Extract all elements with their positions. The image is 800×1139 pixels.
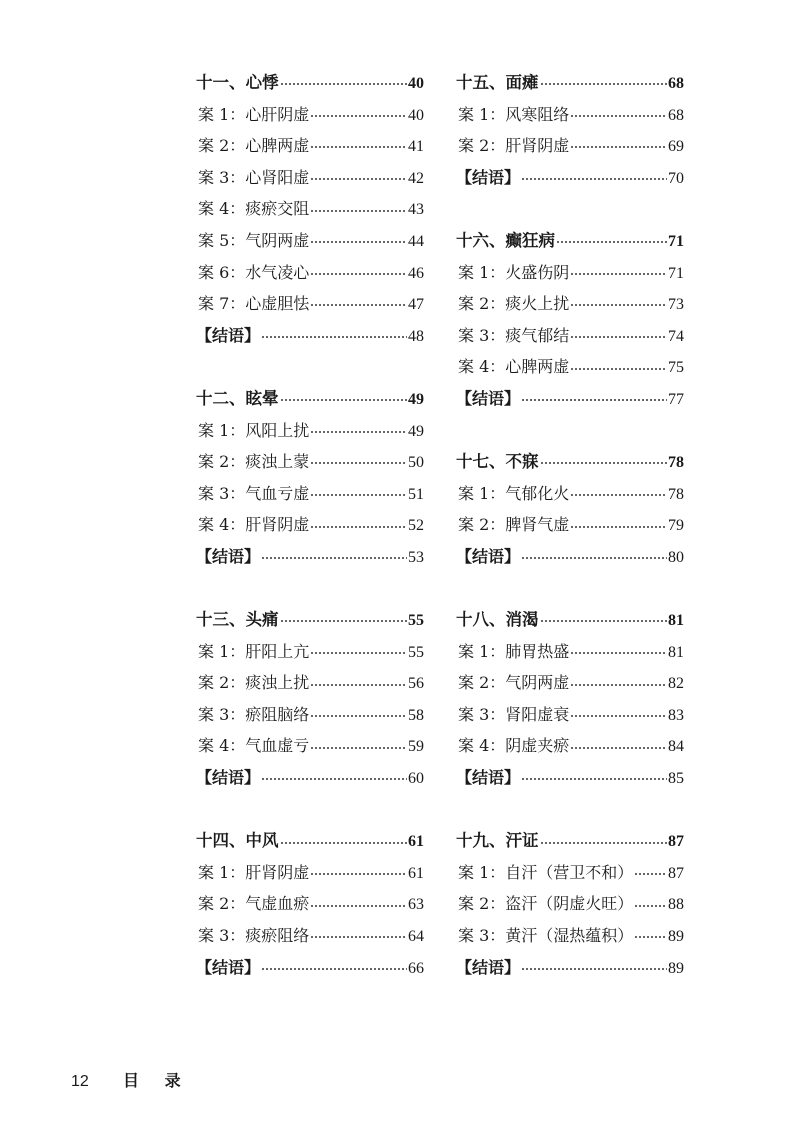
toc-entry-label: 案 4：心脾两虚	[458, 357, 570, 377]
dot-leader	[261, 336, 407, 338]
toc-chapter-entry	[456, 446, 684, 478]
toc-spacer	[456, 193, 684, 225]
toc-entry-label: 案 3：气血亏虚	[198, 483, 310, 503]
dot-leader	[570, 273, 667, 275]
toc-entry-page: 49	[408, 390, 424, 408]
toc-entry-label: 案 1：气郁化火	[458, 483, 570, 503]
toc-case-entry	[196, 193, 424, 225]
toc-entry-page: 51	[408, 485, 424, 503]
toc-entry-page: 50	[408, 454, 424, 472]
toc-summary-entry	[456, 541, 684, 573]
toc-entry-page: 74	[668, 327, 684, 345]
toc-case-entry	[196, 730, 424, 762]
toc-entry-page: 59	[408, 738, 424, 756]
toc-entry-page: 41	[408, 138, 424, 156]
toc-chapter-entry	[196, 604, 424, 636]
toc-entry-label: 案 1：肝肾阴虚	[198, 862, 310, 882]
dot-leader	[310, 715, 407, 717]
toc-entry-label: 案 1：风阳上扰	[198, 420, 310, 440]
toc-entry-label: 【结语】	[456, 388, 521, 408]
toc-case-entry	[456, 857, 684, 889]
toc-entry-page: 66	[408, 959, 424, 977]
toc-summary-entry	[196, 541, 424, 573]
toc-entry-label: 案 3：痰瘀阻络	[198, 926, 310, 946]
dot-leader	[556, 241, 667, 243]
toc-chapter-entry	[196, 383, 424, 415]
toc-entry-page: 71	[668, 264, 684, 282]
toc-case-entry	[196, 509, 424, 541]
dot-leader	[310, 462, 407, 464]
toc-entry-page: 69	[668, 138, 684, 156]
toc-entry-label: 十六、癫狂病	[456, 230, 555, 250]
toc-case-entry	[196, 225, 424, 257]
toc-case-entry	[456, 730, 684, 762]
toc-case-entry	[196, 478, 424, 510]
toc-entry-page: 47	[408, 296, 424, 314]
toc-entry-page: 58	[408, 706, 424, 724]
toc-entry-label: 案 1：心肝阴虚	[198, 104, 310, 124]
toc-entry-page: 61	[408, 864, 424, 882]
toc-entry-label: 案 1：肺胃热盛	[458, 641, 570, 661]
toc-entry-label: 十九、汗证	[456, 831, 539, 851]
dot-leader	[310, 526, 407, 528]
toc-entry-page: 55	[408, 612, 424, 630]
toc-chapter-entry	[456, 67, 684, 99]
dot-leader	[280, 842, 408, 844]
toc-entry-label: 案 1：肝阳上亢	[198, 641, 310, 661]
dot-leader	[570, 747, 667, 749]
dot-leader	[310, 241, 407, 243]
toc-entry-label: 案 1：风寒阻络	[458, 104, 570, 124]
dot-leader	[540, 83, 668, 85]
toc-entry-label: 【结语】	[456, 957, 521, 977]
toc-entry-page: 61	[408, 833, 424, 851]
toc-case-entry	[456, 351, 684, 383]
dot-leader	[634, 936, 667, 938]
toc-spacer	[196, 794, 424, 826]
toc-case-entry	[456, 920, 684, 952]
toc-case-entry	[456, 320, 684, 352]
dot-leader	[570, 146, 667, 148]
toc-case-entry	[456, 667, 684, 699]
toc-right-column	[456, 67, 684, 983]
toc-entry-page: 89	[668, 928, 684, 946]
dot-leader	[310, 747, 407, 749]
toc-entry-label: 【结语】	[196, 325, 261, 345]
toc-entry-page: 83	[668, 706, 684, 724]
toc-case-entry	[196, 857, 424, 889]
toc-entry-label: 十一、心悸	[196, 73, 279, 92]
dot-leader	[310, 304, 407, 306]
dot-leader	[570, 715, 667, 717]
dot-leader	[310, 652, 407, 654]
toc-entry-label: 案 4：痰瘀交阻	[198, 199, 310, 219]
toc-entry-page: 81	[668, 612, 684, 630]
dot-leader	[310, 146, 407, 148]
toc-entry-page: 75	[668, 359, 684, 377]
dot-leader	[310, 178, 407, 180]
toc-entry-label: 【结语】	[456, 546, 521, 566]
toc-case-entry	[196, 446, 424, 478]
toc-chapter-entry	[456, 225, 684, 257]
page-number: 12	[71, 1073, 89, 1090]
toc-entry-page: 52	[408, 517, 424, 535]
toc-case-entry	[196, 667, 424, 699]
page-footer	[71, 1068, 191, 1091]
toc-entry-page: 44	[408, 232, 424, 250]
toc-case-entry	[196, 888, 424, 920]
dot-leader	[310, 873, 407, 875]
toc-entry-page: 42	[408, 169, 424, 187]
toc-entry-label: 案 4：气血虚亏	[198, 736, 310, 756]
toc-entry-page: 46	[408, 264, 424, 282]
toc-entry-label: 案 2：气虚血瘀	[198, 894, 310, 914]
toc-entry-label: 【结语】	[196, 768, 261, 788]
toc-entry-label: 案 3：痰气郁结	[458, 325, 570, 345]
toc-entry-page: 73	[668, 296, 684, 314]
dot-leader	[280, 83, 408, 85]
toc-entry-label: 案 2：脾肾气虚	[458, 515, 570, 535]
toc-entry-label: 案 3：肾阳虚衰	[458, 704, 570, 724]
toc-entry-page: 40	[408, 75, 424, 92]
toc-entry-label: 【结语】	[456, 768, 521, 788]
toc-spacer	[456, 573, 684, 605]
dot-leader	[310, 905, 407, 907]
dot-leader	[261, 968, 407, 970]
toc-entry-label: 十二、眩晕	[196, 388, 279, 408]
toc-entry-page: 63	[408, 896, 424, 914]
toc-case-entry	[196, 130, 424, 162]
dot-leader	[570, 494, 667, 496]
toc-entry-label: 案 6：水气凌心	[198, 262, 310, 282]
toc-entry-label: 案 4：阴虚夹瘀	[458, 736, 570, 756]
toc-entry-label: 案 2：痰浊上蒙	[198, 452, 310, 472]
toc-case-entry	[456, 130, 684, 162]
toc-chapter-entry	[456, 825, 684, 857]
toc-spacer	[456, 794, 684, 826]
toc-entry-label: 案 2：心脾两虚	[198, 136, 310, 156]
dot-leader	[521, 778, 667, 780]
toc-entry-page: 80	[668, 548, 684, 566]
toc-entry-page: 43	[408, 201, 424, 219]
toc-entry-label: 【结语】	[196, 957, 261, 977]
toc-chapter-entry	[196, 825, 424, 857]
toc-entry-page: 70	[668, 169, 684, 187]
toc-spacer	[196, 573, 424, 605]
toc-entry-label: 案 1：自汗（营卫不和）	[458, 862, 634, 882]
toc-entry-label: 案 2：痰浊上扰	[198, 673, 310, 693]
toc-summary-entry	[196, 762, 424, 794]
toc-case-entry	[196, 920, 424, 952]
toc-chapter-entry	[196, 67, 424, 99]
toc-case-entry	[456, 257, 684, 289]
toc-entry-label: 案 2：痰火上扰	[458, 294, 570, 314]
toc-entry-label: 【结语】	[196, 546, 261, 566]
toc-entry-page: 84	[668, 738, 684, 756]
toc-case-entry	[196, 257, 424, 289]
toc-entry-page: 82	[668, 675, 684, 693]
dot-leader	[280, 620, 408, 622]
dot-leader	[570, 304, 667, 306]
toc-entry-page: 79	[668, 517, 684, 535]
toc-entry-label: 案 5：气阴两虚	[198, 230, 310, 250]
toc-summary-entry	[196, 952, 424, 984]
toc-entry-page: 60	[408, 770, 424, 788]
toc-case-entry	[196, 288, 424, 320]
toc-entry-page: 68	[668, 75, 684, 92]
dot-leader	[310, 273, 407, 275]
dot-leader	[521, 399, 667, 401]
dot-leader	[634, 905, 667, 907]
dot-leader	[261, 557, 407, 559]
dot-leader	[570, 368, 667, 370]
toc-entry-page: 68	[668, 106, 684, 124]
dot-leader	[280, 399, 408, 401]
dot-leader	[521, 178, 667, 180]
toc-chapter-entry	[456, 604, 684, 636]
dot-leader	[540, 620, 668, 622]
toc-entry-label: 案 3：黄汗（湿热蕴积）	[458, 926, 634, 946]
toc-entry-page: 53	[408, 548, 424, 566]
toc-entry-page: 56	[408, 675, 424, 693]
toc-case-entry	[196, 415, 424, 447]
toc-case-entry	[456, 509, 684, 541]
toc-entry-page: 78	[668, 454, 684, 472]
toc-entry-label: 十五、面瘫	[456, 73, 539, 92]
dot-leader	[540, 842, 668, 844]
toc-case-entry	[456, 288, 684, 320]
toc-entry-label: 十七、不寐	[456, 452, 539, 472]
toc-case-entry	[196, 636, 424, 668]
toc-entry-label: 案 3：心肾阳虚	[198, 167, 310, 187]
toc-summary-entry	[456, 383, 684, 415]
dot-leader	[310, 115, 407, 117]
running-title: 目 录	[123, 1071, 191, 1090]
dot-leader	[540, 462, 668, 464]
toc-entry-label: 案 7：心虚胆怯	[198, 294, 310, 314]
toc-entry-page: 71	[668, 232, 684, 250]
toc-case-entry	[196, 162, 424, 194]
toc-entry-label: 案 4：肝肾阴虚	[198, 515, 310, 535]
dot-leader	[261, 778, 407, 780]
toc-case-entry	[456, 99, 684, 131]
toc-entry-page: 49	[408, 422, 424, 440]
toc-case-entry	[456, 636, 684, 668]
dot-leader	[310, 684, 407, 686]
toc-case-entry	[456, 888, 684, 920]
toc-case-entry	[196, 99, 424, 131]
toc-entry-label: 十八、消渴	[456, 610, 539, 630]
dot-leader	[570, 684, 667, 686]
dot-leader	[310, 936, 407, 938]
dot-leader	[310, 494, 407, 496]
dot-leader	[570, 652, 667, 654]
dot-leader	[570, 526, 667, 528]
toc-case-entry	[196, 699, 424, 731]
toc-entry-label: 案 2：气阴两虚	[458, 673, 570, 693]
toc-spacer	[196, 351, 424, 383]
toc-case-entry	[456, 478, 684, 510]
dot-leader	[521, 968, 667, 970]
toc-entry-label: 案 2：肝肾阴虚	[458, 136, 570, 156]
toc-entry-page: 48	[408, 327, 424, 345]
toc-entry-page: 81	[668, 643, 684, 661]
dot-leader	[310, 210, 407, 212]
toc-entry-page: 85	[668, 770, 684, 788]
dot-leader	[570, 336, 667, 338]
toc-entry-label: 【结语】	[456, 167, 521, 187]
toc-summary-entry	[456, 162, 684, 194]
toc-entry-page: 89	[668, 959, 684, 977]
toc-entry-page: 87	[668, 833, 684, 851]
dot-leader	[310, 431, 407, 433]
toc-entry-page: 87	[668, 864, 684, 882]
toc-entry-page: 77	[668, 390, 684, 408]
toc-summary-entry	[456, 952, 684, 984]
toc-entry-page: 55	[408, 643, 424, 661]
toc-entry-label: 案 2：盗汗（阴虚火旺）	[458, 894, 634, 914]
toc-entry-label: 十四、中风	[196, 831, 279, 851]
toc-entry-label: 案 1：火盛伤阴	[458, 262, 570, 282]
toc-entry-page: 78	[668, 485, 684, 503]
toc-case-entry	[456, 699, 684, 731]
toc-spacer	[456, 415, 684, 447]
dot-leader	[634, 873, 667, 875]
toc-entry-page: 88	[668, 896, 684, 914]
toc-summary-entry	[196, 320, 424, 352]
toc-entry-page: 40	[408, 106, 424, 124]
toc-summary-entry	[456, 762, 684, 794]
dot-leader	[521, 557, 667, 559]
toc-entry-label: 十三、头痛	[196, 610, 279, 630]
toc-entry-page: 64	[408, 928, 424, 946]
dot-leader	[570, 115, 667, 117]
toc-left-column	[196, 67, 424, 983]
toc-entry-label: 案 3：瘀阻脑络	[198, 704, 310, 724]
